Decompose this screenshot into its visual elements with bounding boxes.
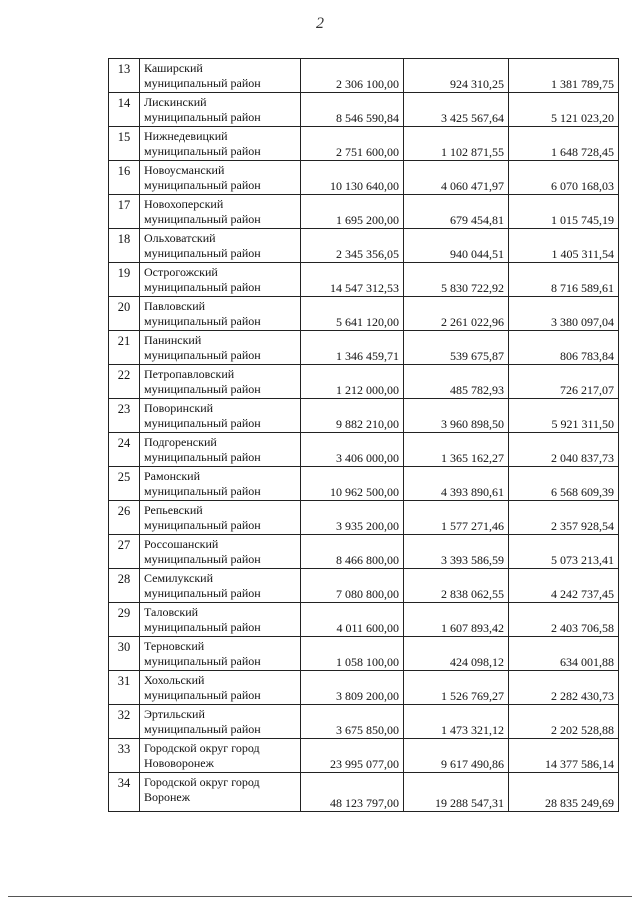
table-row: [109, 331, 619, 365]
district-name: [140, 229, 301, 263]
amount-part-2: 1 381 789,75: [509, 59, 619, 93]
district-name-line1: Поворинский: [144, 401, 214, 415]
table-row: [109, 127, 619, 161]
row-number: 22: [109, 365, 140, 399]
amount-part-1: 485 782,93: [404, 365, 509, 399]
district-name-line1: Нижнедевицкий: [144, 129, 228, 143]
district-name-line2: муниципальный район: [144, 110, 261, 124]
amount-part-2: 726 217,07: [509, 365, 619, 399]
district-name: [140, 365, 301, 399]
district-name-line1: Петропавловский: [144, 367, 235, 381]
row-number: 34: [109, 773, 140, 812]
amount-part-1: 9 617 490,86: [404, 739, 509, 773]
district-name-line2: муниципальный район: [144, 348, 261, 362]
amount-part-1: 1 102 871,55: [404, 127, 509, 161]
table-row: [109, 59, 619, 93]
amount-part-2: 6 070 168,03: [509, 161, 619, 195]
district-name-line1: Новоусманский: [144, 163, 225, 177]
amount-part-2: 5 073 213,41: [509, 535, 619, 569]
amount-part-1: 940 044,51: [404, 229, 509, 263]
row-number: 26: [109, 501, 140, 535]
district-name-line2: муниципальный район: [144, 586, 261, 600]
amount-part-2: 14 377 586,14: [509, 739, 619, 773]
row-number: 25: [109, 467, 140, 501]
district-name-line1: Подгоренский: [144, 435, 217, 449]
row-number: 24: [109, 433, 140, 467]
total-amount: 10 962 500,00: [301, 467, 404, 501]
amount-part-2: 2 202 528,88: [509, 705, 619, 739]
total-amount: 2 751 600,00: [301, 127, 404, 161]
district-name-line2: муниципальный район: [144, 382, 261, 396]
district-name: [140, 93, 301, 127]
amount-part-1: 2 261 022,96: [404, 297, 509, 331]
district-name-line1: Панинский: [144, 333, 202, 347]
amount-part-2: 2 282 430,73: [509, 671, 619, 705]
district-name-line1: Хохольский: [144, 673, 205, 687]
district-name-line1: Павловский: [144, 299, 206, 313]
district-name: [140, 569, 301, 603]
total-amount: 1 346 459,71: [301, 331, 404, 365]
district-name: [140, 263, 301, 297]
district-name: [140, 773, 301, 812]
row-number: 33: [109, 739, 140, 773]
district-name-line1: Городской округ город: [144, 775, 260, 789]
district-name: [140, 59, 301, 93]
total-amount: 3 935 200,00: [301, 501, 404, 535]
district-name-line2: муниципальный район: [144, 416, 261, 430]
amount-part-2: 1 648 728,45: [509, 127, 619, 161]
total-amount: 1 058 100,00: [301, 637, 404, 671]
amount-part-1: 4 393 890,61: [404, 467, 509, 501]
table-row: [109, 603, 619, 637]
district-name-line2: муниципальный район: [144, 450, 261, 464]
district-name: [140, 331, 301, 365]
scan-edge-line: [8, 896, 632, 897]
allocation-table: [108, 58, 619, 812]
amount-part-2: 5 921 311,50: [509, 399, 619, 433]
amount-part-1: 1 577 271,46: [404, 501, 509, 535]
table-row: [109, 773, 619, 812]
amount-part-2: 8 716 589,61: [509, 263, 619, 297]
district-name: [140, 127, 301, 161]
table-row: [109, 739, 619, 773]
table-row: [109, 637, 619, 671]
amount-part-1: 1 526 769,27: [404, 671, 509, 705]
row-number: 16: [109, 161, 140, 195]
amount-part-1: 1 607 893,42: [404, 603, 509, 637]
district-name-line1: Россошанский: [144, 537, 219, 551]
amount-part-2: 28 835 249,69: [509, 773, 619, 812]
row-number: 13: [109, 59, 140, 93]
district-name-line1: Терновский: [144, 639, 205, 653]
district-name-line2: муниципальный район: [144, 144, 261, 158]
table-row: [109, 705, 619, 739]
amount-part-1: 4 060 471,97: [404, 161, 509, 195]
district-name-line1: Ольховатский: [144, 231, 216, 245]
district-name: [140, 467, 301, 501]
total-amount: 2 345 356,05: [301, 229, 404, 263]
row-number: 32: [109, 705, 140, 739]
amount-part-1: 424 098,12: [404, 637, 509, 671]
total-amount: 14 547 312,53: [301, 263, 404, 297]
amount-part-2: 806 783,84: [509, 331, 619, 365]
table-row: [109, 535, 619, 569]
district-name-line1: Репьевский: [144, 503, 203, 517]
district-name: [140, 399, 301, 433]
total-amount: 9 882 210,00: [301, 399, 404, 433]
amount-part-1: 5 830 722,92: [404, 263, 509, 297]
district-name-line1: Новохоперский: [144, 197, 224, 211]
amount-part-1: 924 310,25: [404, 59, 509, 93]
district-name-line2: муниципальный район: [144, 280, 261, 294]
amount-part-1: 1 365 162,27: [404, 433, 509, 467]
district-name-line1: Каширский: [144, 61, 203, 75]
row-number: 15: [109, 127, 140, 161]
district-name-line2: Нововоронеж: [144, 756, 214, 770]
total-amount: 4 011 600,00: [301, 603, 404, 637]
total-amount: 48 123 797,00: [301, 773, 404, 812]
district-name-line1: Семилукский: [144, 571, 214, 585]
amount-part-1: 1 473 321,12: [404, 705, 509, 739]
amount-part-2: 1 015 745,19: [509, 195, 619, 229]
district-name-line2: муниципальный район: [144, 212, 261, 226]
row-number: 18: [109, 229, 140, 263]
row-number: 14: [109, 93, 140, 127]
table-row: [109, 671, 619, 705]
district-name: [140, 705, 301, 739]
amount-part-1: 3 393 586,59: [404, 535, 509, 569]
table-body: [109, 59, 619, 812]
amount-part-2: 4 242 737,45: [509, 569, 619, 603]
district-name-line2: муниципальный район: [144, 654, 261, 668]
amount-part-2: 6 568 609,39: [509, 467, 619, 501]
row-number: 20: [109, 297, 140, 331]
district-name: [140, 535, 301, 569]
district-name-line1: Эртильский: [144, 707, 205, 721]
row-number: 28: [109, 569, 140, 603]
district-name: [140, 671, 301, 705]
district-name: [140, 297, 301, 331]
district-name-line1: Таловский: [144, 605, 199, 619]
total-amount: 7 080 800,00: [301, 569, 404, 603]
amount-part-2: 2 403 706,58: [509, 603, 619, 637]
amount-part-1: 19 288 547,31: [404, 773, 509, 812]
row-number: 17: [109, 195, 140, 229]
amount-part-1: 679 454,81: [404, 195, 509, 229]
district-name-line1: Городской округ город: [144, 741, 260, 755]
district-name-line1: Острогожский: [144, 265, 218, 279]
row-number: 21: [109, 331, 140, 365]
row-number: 19: [109, 263, 140, 297]
total-amount: 3 809 200,00: [301, 671, 404, 705]
district-name-line2: муниципальный район: [144, 484, 261, 498]
district-name: [140, 195, 301, 229]
table-row: [109, 297, 619, 331]
district-name: [140, 501, 301, 535]
table-row: [109, 161, 619, 195]
district-name-line2: муниципальный район: [144, 688, 261, 702]
total-amount: 5 641 120,00: [301, 297, 404, 331]
amount-part-2: 1 405 311,54: [509, 229, 619, 263]
row-number: 31: [109, 671, 140, 705]
table-row: [109, 399, 619, 433]
amount-part-1: 539 675,87: [404, 331, 509, 365]
amount-part-1: 2 838 062,55: [404, 569, 509, 603]
amount-part-2: 2 040 837,73: [509, 433, 619, 467]
amount-part-1: 3 425 567,64: [404, 93, 509, 127]
table-row: [109, 229, 619, 263]
amount-part-2: 634 001,88: [509, 637, 619, 671]
table-row: [109, 263, 619, 297]
district-name: [140, 637, 301, 671]
district-name-line2: муниципальный район: [144, 552, 261, 566]
table-row: [109, 433, 619, 467]
district-name: [140, 433, 301, 467]
district-name-line1: Лискинский: [144, 95, 207, 109]
district-name-line2: муниципальный район: [144, 314, 261, 328]
district-name-line2: муниципальный район: [144, 246, 261, 260]
table-row: [109, 93, 619, 127]
table-row: [109, 365, 619, 399]
total-amount: 8 546 590,84: [301, 93, 404, 127]
total-amount: 8 466 800,00: [301, 535, 404, 569]
district-name-line2: муниципальный район: [144, 722, 261, 736]
total-amount: 23 995 077,00: [301, 739, 404, 773]
district-name-line2: муниципальный район: [144, 518, 261, 532]
table-row: [109, 501, 619, 535]
amount-part-2: 2 357 928,54: [509, 501, 619, 535]
table-row: [109, 467, 619, 501]
amount-part-2: 5 121 023,20: [509, 93, 619, 127]
amount-part-2: 3 380 097,04: [509, 297, 619, 331]
total-amount: 10 130 640,00: [301, 161, 404, 195]
district-name-line2: муниципальный район: [144, 76, 261, 90]
row-number: 29: [109, 603, 140, 637]
total-amount: 1 695 200,00: [301, 195, 404, 229]
row-number: 23: [109, 399, 140, 433]
row-number: 27: [109, 535, 140, 569]
district-name: [140, 739, 301, 773]
total-amount: 1 212 000,00: [301, 365, 404, 399]
district-name: [140, 603, 301, 637]
district-name: [140, 161, 301, 195]
total-amount: 2 306 100,00: [301, 59, 404, 93]
district-name-line1: Рамонский: [144, 469, 201, 483]
district-name-line2: муниципальный район: [144, 620, 261, 634]
total-amount: 3 675 850,00: [301, 705, 404, 739]
table-row: [109, 569, 619, 603]
district-name-line2: Воронеж: [144, 790, 191, 804]
amount-part-1: 3 960 898,50: [404, 399, 509, 433]
page-number: 2: [316, 15, 324, 32]
row-number: 30: [109, 637, 140, 671]
district-name-line2: муниципальный район: [144, 178, 261, 192]
total-amount: 3 406 000,00: [301, 433, 404, 467]
table-row: [109, 195, 619, 229]
